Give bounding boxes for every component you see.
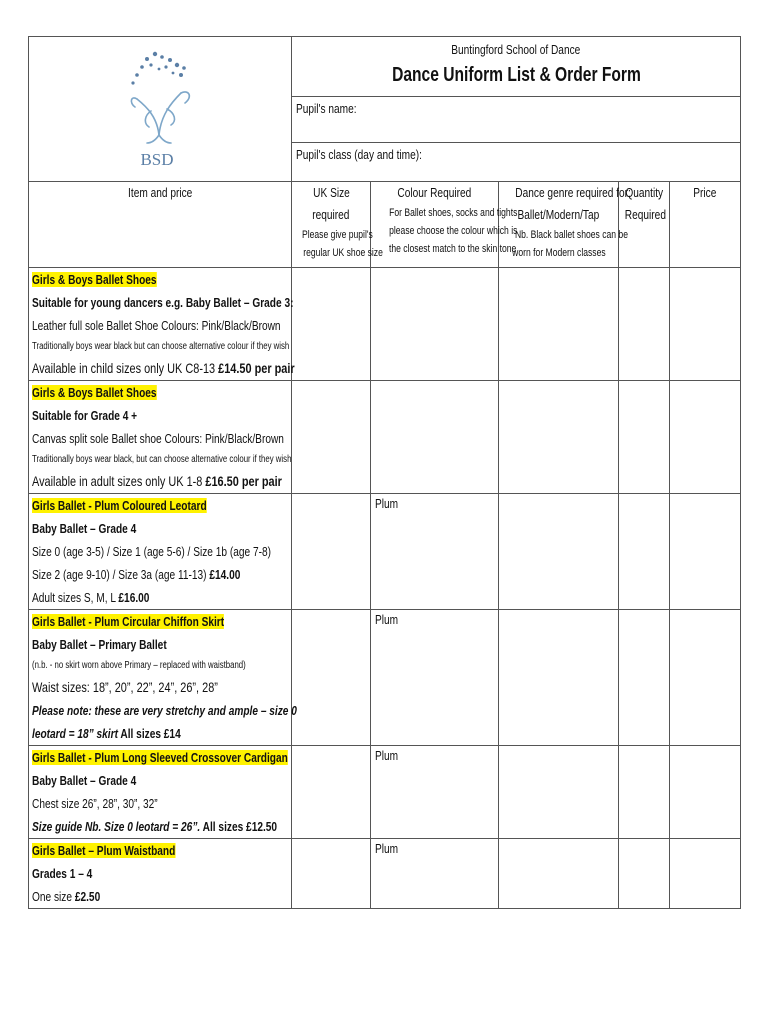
item-title: Girls Ballet - Plum Long Sleeved Crossover Cardigan (32, 750, 288, 765)
uk-size-input[interactable] (292, 381, 371, 494)
col-uk-size-header: UK Size required Please give pupil's regular UK shoe size (292, 182, 371, 268)
pupil-class-field[interactable] (292, 143, 741, 182)
col-price-header: Price (670, 182, 741, 268)
item-cell: Girls & Boys Ballet Shoes Suitable for Grade 4 + Canvas split sole Ballet shoe Colours: Pink/Black/Brown Traditionally boys wear black, but can choose alternative colour if they wish Available in adult sizes only UK 1-8 £16.50 per pair (29, 381, 292, 494)
uk-size-input[interactable] (292, 268, 371, 381)
price-input[interactable] (670, 610, 741, 746)
colour-input[interactable] (371, 268, 499, 381)
pupil-class-label: Pupil's class (day and time): (296, 147, 422, 162)
uk-size-input[interactable] (292, 610, 371, 746)
genre-input[interactable] (499, 839, 619, 909)
price-input[interactable] (670, 494, 741, 610)
price-input[interactable] (670, 839, 741, 909)
item-cell: Girls Ballet - Plum Coloured Leotard Baby Ballet – Grade 4 Size 0 (age 3-5) / Size 1 (age 5-6) / Size 1b (age 7-8) Size 2 (age 9-10) / Size 3a (age 11-13) £14.00 Adult sizes S, M, L £16.00 (29, 494, 292, 610)
item-cell: Girls Ballet - Plum Circular Chiffon Skirt Baby Ballet – Primary Ballet (n.b. - no skirt worn above Primary – replaced with waistband) Waist sizes: 18”, 20”, 22”, 24”, 26”, 28” Please note: these are very stretchy and ample – size 0 leotard = 18” skirt All sizes £14 (29, 610, 292, 746)
quantity-input[interactable] (619, 839, 670, 909)
col-item-header: Item and price (29, 182, 292, 268)
item-title: Girls Ballet – Plum Waistband (32, 843, 176, 858)
genre-input[interactable] (499, 381, 619, 494)
item-title: Girls Ballet - Plum Coloured Leotard (32, 498, 207, 513)
price-input[interactable] (670, 268, 741, 381)
item-cell: Girls Ballet – Plum Waistband Grades 1 – 4 One size £2.50 (29, 839, 292, 909)
pupil-name-label: Pupil's name: (296, 101, 357, 116)
quantity-input[interactable] (619, 610, 670, 746)
quantity-input[interactable] (619, 746, 670, 839)
uk-size-input[interactable] (292, 746, 371, 839)
table-row (29, 610, 741, 746)
form-title: Dance Uniform List & Order Form (391, 64, 641, 86)
uk-size-input[interactable] (292, 839, 371, 909)
item-cell: Girls Ballet - Plum Long Sleeved Crossover Cardigan Baby Ballet – Grade 4 Chest size 26”, 28”, 30”, 32” Size guide Nb. Size 0 leotard = 26”. All sizes £12.50 (29, 746, 292, 839)
genre-input[interactable] (499, 746, 619, 839)
colour-input[interactable]: Plum (371, 610, 499, 746)
col-colour-header: Colour Required For Ballet shoes, socks and tights please choose the colour which is the closest match to the skin tone (371, 182, 499, 268)
title-cell (292, 37, 741, 97)
colour-input[interactable]: Plum (371, 839, 499, 909)
logo-cell (29, 37, 292, 182)
order-table (28, 36, 741, 909)
col-genre-header: Dance genre required for: Ballet/Modern/Tap Nb. Black ballet shoes can be worn for Modern classes (499, 182, 619, 268)
bsd-logo (29, 37, 292, 181)
quantity-input[interactable] (619, 268, 670, 381)
table-row (29, 381, 741, 494)
item-title: Girls Ballet - Plum Circular Chiffon Skirt (32, 614, 225, 629)
pupil-name-field[interactable] (292, 97, 741, 143)
item-title: Girls & Boys Ballet Shoes (32, 385, 157, 400)
genre-input[interactable] (499, 610, 619, 746)
school-name: Buntingford School of Dance (451, 42, 581, 57)
colour-input[interactable]: Plum (371, 746, 499, 839)
price-input[interactable] (670, 746, 741, 839)
genre-input[interactable] (499, 494, 619, 610)
order-form (28, 36, 740, 909)
item-title: Girls & Boys Ballet Shoes (32, 272, 157, 287)
table-row (29, 746, 741, 839)
table-row (29, 268, 741, 381)
price-input[interactable] (670, 381, 741, 494)
genre-input[interactable] (499, 268, 619, 381)
quantity-input[interactable] (619, 494, 670, 610)
quantity-input[interactable] (619, 381, 670, 494)
item-cell: Girls & Boys Ballet Shoes Suitable for young dancers e.g. Baby Ballet – Grade 3: Leather full sole Ballet Shoe Colours: Pink/Black/Brown Traditionally boys wear black but can choose alternative colour if they wish Available in child sizes only UK C8-13 £14.50 per pair (29, 268, 292, 381)
col-quantity-header: Quantity Required (619, 182, 670, 268)
table-row (29, 494, 741, 610)
logo-text: BSD (140, 150, 174, 169)
table-row (29, 839, 741, 909)
colour-input[interactable] (371, 381, 499, 494)
colour-input[interactable]: Plum (371, 494, 499, 610)
uk-size-input[interactable] (292, 494, 371, 610)
